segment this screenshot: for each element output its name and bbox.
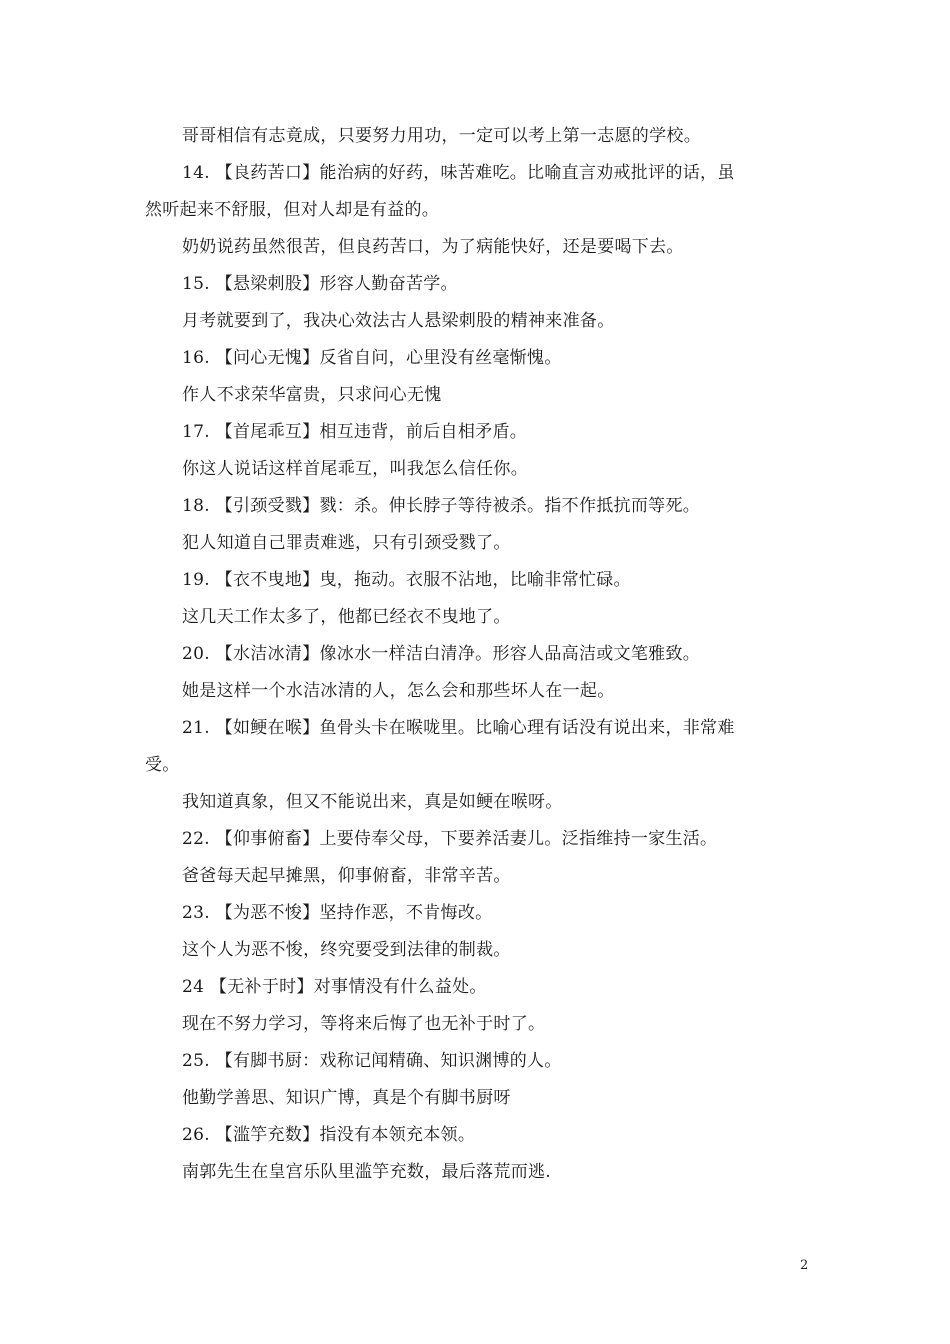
text-line: 奶奶说药虽然很苦，但良药苦口，为了病能快好，还是要喝下去。 [182,237,684,257]
text-line: 14. 【良药苦口】能治病的好药，味苦难吃。比喻直言劝戒批评的话，虽 [182,163,735,183]
text-line: 21. 【如鲠在喉】鱼骨头卡在喉咙里。比喻心理有话没有说出来，非常难 [182,718,735,738]
text-line: 哥哥相信有志竟成，只要努力用功，一定可以考上第一志愿的学校。 [182,126,701,146]
text-line: 她是这样一个水洁冰清的人，怎么会和那些坏人在一起。 [182,681,615,701]
text-line: 然听起来不舒服，但对人却是有益的。 [145,200,440,220]
document-body [145,118,807,1191]
text-line: 22. 【仰事俯畜】上要侍奉父母，下要养活妻儿。泛指维持一家生活。 [182,829,718,849]
text-line: 26. 【滥竽充数】指没有本领充本领。 [182,1125,476,1145]
text-line: 现在不努力学习，等将来后悔了也无补于时了。 [182,1014,546,1034]
text-line: 他勤学善思、知识广博，真是个有脚书厨呀 [182,1088,511,1108]
text-line: 20. 【水洁冰清】像冰水一样洁白清净。形容人品高洁或文笔雅致。 [182,644,701,664]
text-line: 24 【无补于时】对事情没有什么益处。 [182,977,487,997]
page-number: 2 [800,1258,809,1273]
text-line: 15. 【悬梁刺股】形容人勤奋苦学。 [182,274,458,294]
text-line: 月考就要到了，我决心效法古人悬梁刺股的精神来准备。 [182,311,615,331]
text-line: 25. 【有脚书厨：戏称记闻精确、知识渊博的人。 [182,1051,562,1071]
text-line: 18. 【引颈受戮】戮：杀。伸长脖子等待被杀。指不作抵抗而等死。 [182,496,701,516]
text-line: 爸爸每天起早摊黑，仰事俯畜，非常辛苦。 [182,866,511,886]
text-line: 受。 [145,755,180,775]
text-line: 犯人知道自己罪责难逃，只有引颈受戮了。 [182,533,511,553]
text-line: 23. 【为恶不悛】坚持作恶，不肯悔改。 [182,903,493,923]
text-line: 16. 【问心无愧】反省自问，心里没有丝毫惭愧。 [182,348,562,368]
text-line: 我知道真象，但又不能说出来，真是如鲠在喉呀。 [182,792,563,812]
text-line: 这几天工作太多了，他都已经衣不曳地了。 [182,607,511,627]
text-line: 19. 【衣不曳地】曳，拖动。衣服不沾地，比喻非常忙碌。 [182,570,631,590]
text-line: 作人不求荣华富贵，只求问心无愧 [182,385,442,405]
text-line: 17. 【首尾乖互】相互违背，前后自相矛盾。 [182,422,528,442]
text-line: 你这人说话这样首尾乖互，叫我怎么信任你。 [182,459,528,479]
text-line: 这个人为恶不悛，终究要受到法律的制裁。 [182,940,511,960]
text-line: 南郭先生在皇宫乐队里滥竽充数，最后落荒而逃. [182,1162,552,1182]
